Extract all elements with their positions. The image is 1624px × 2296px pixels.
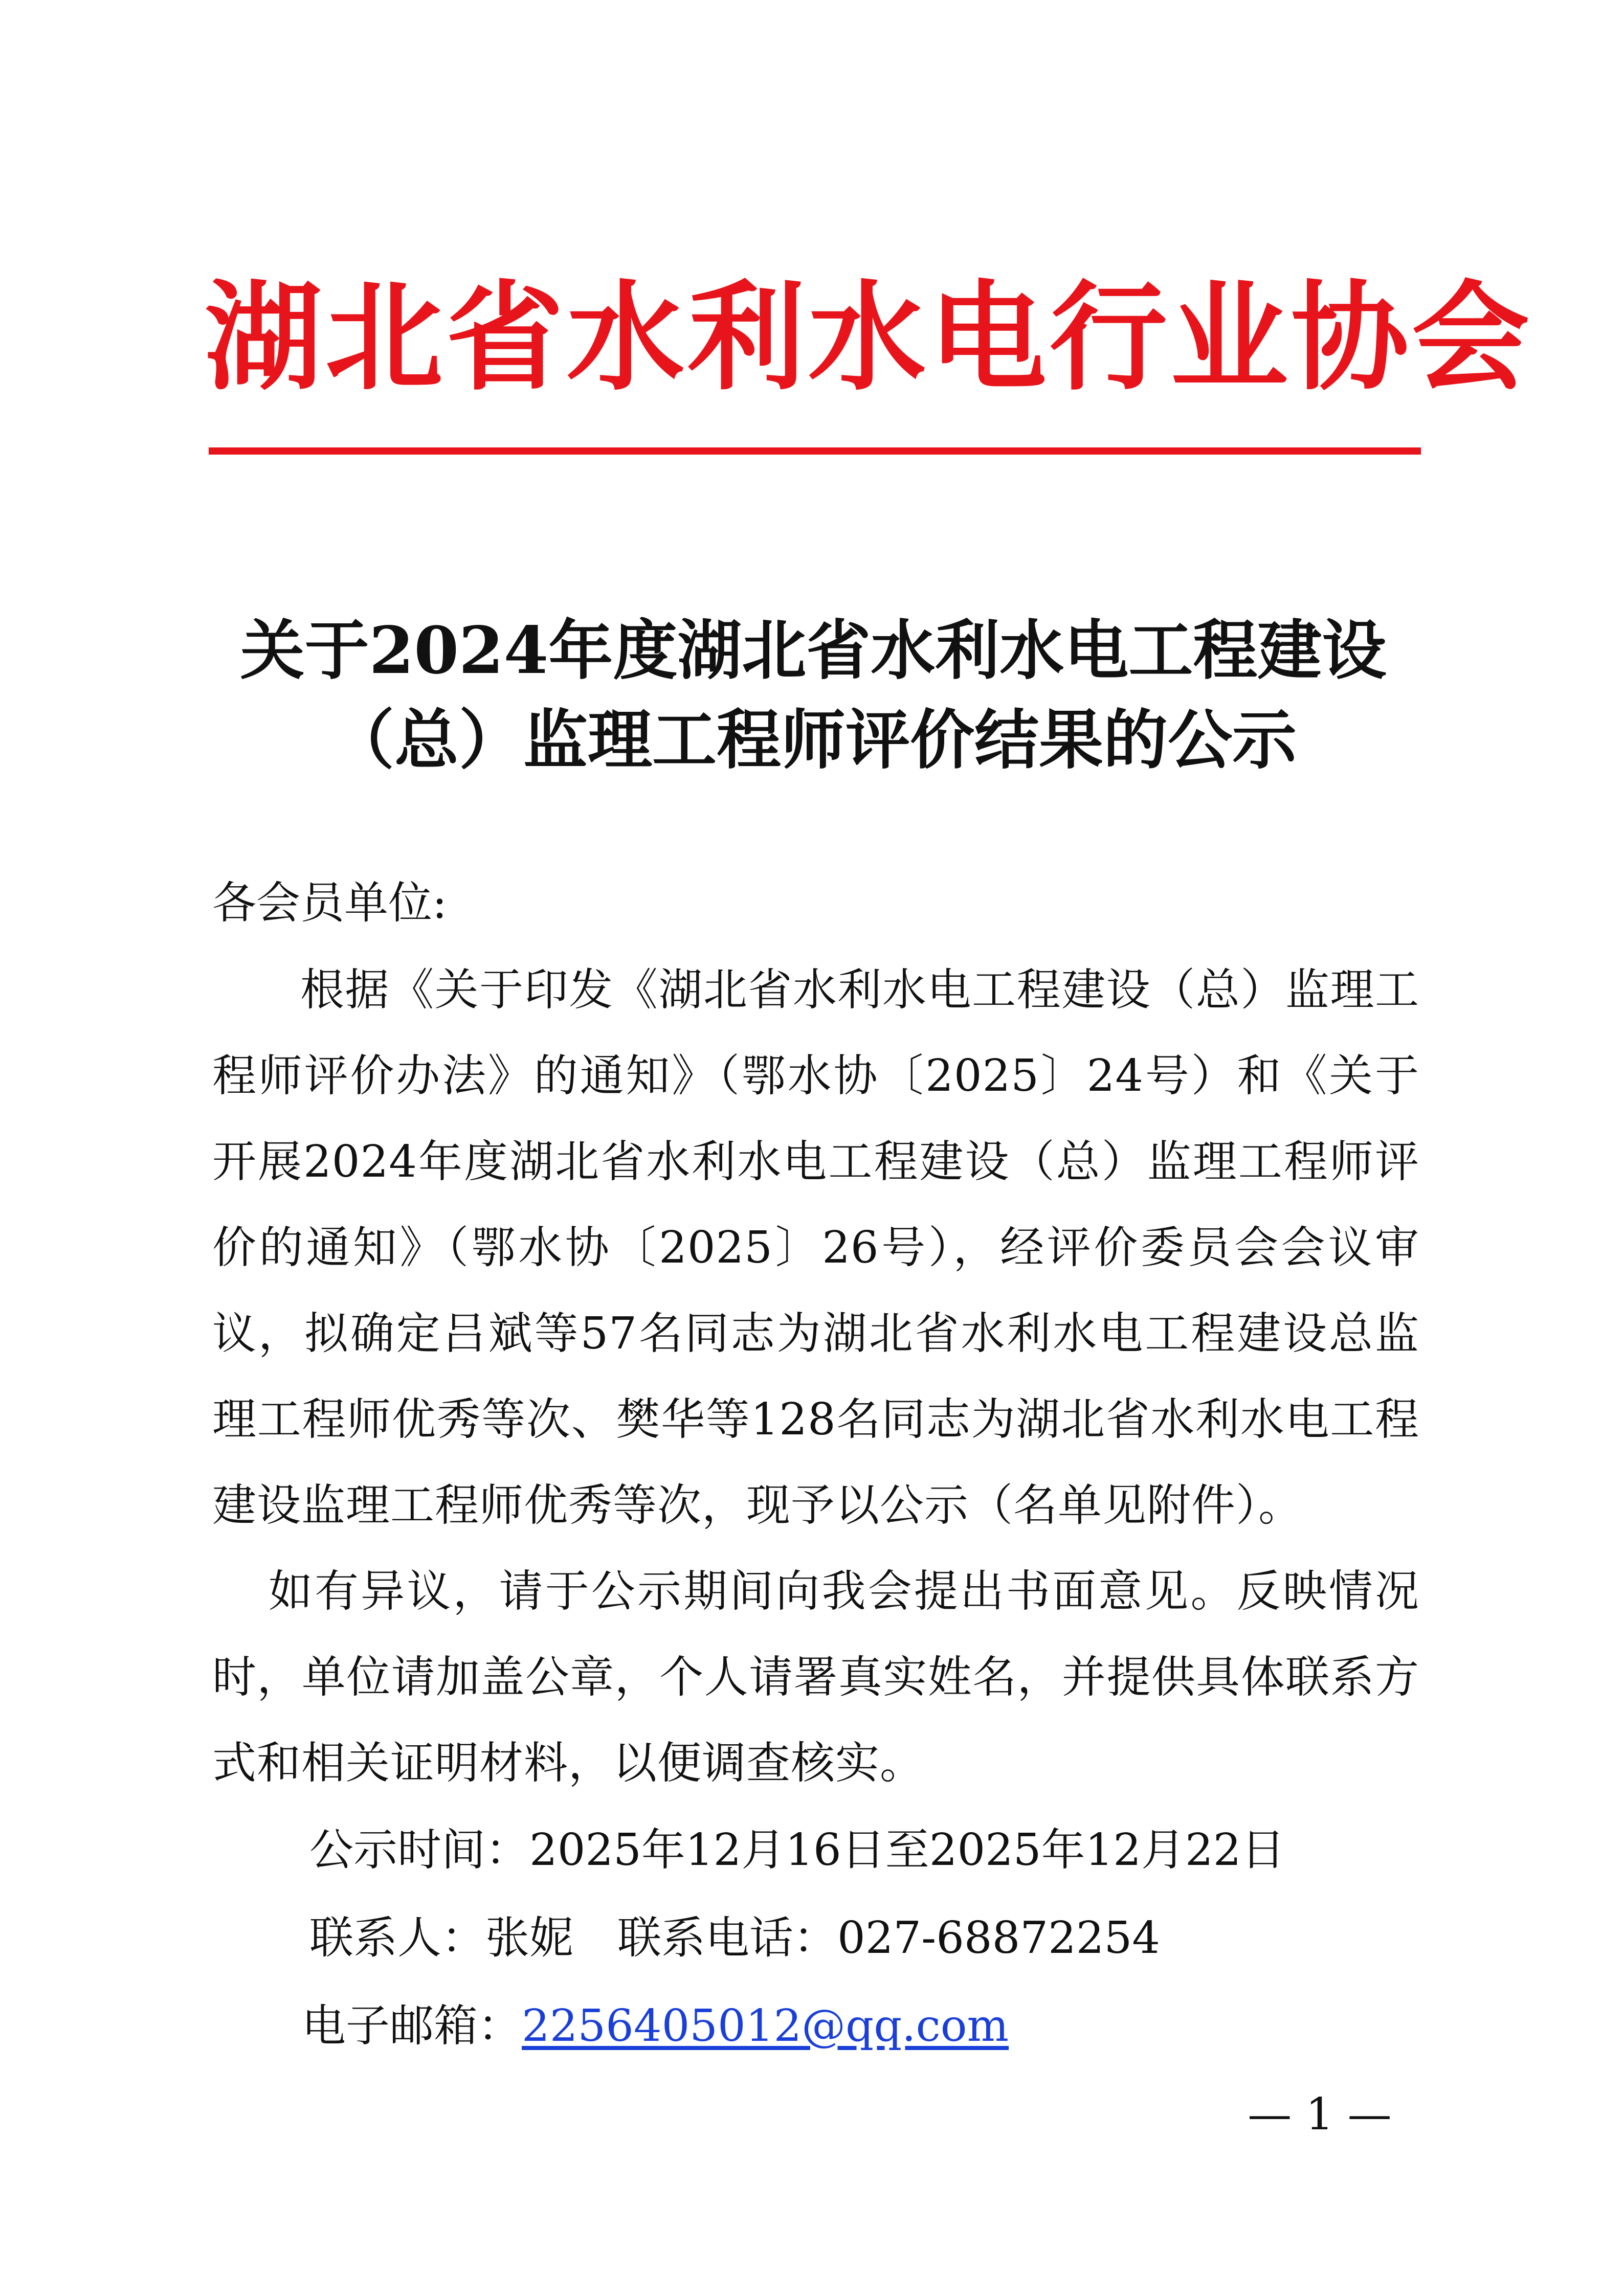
- document-title-line-1: 关于2024年度湖北省水利水电工程建设: [240, 613, 1387, 688]
- organization-letterhead: 湖北省水利水电行业协会: [205, 268, 1533, 407]
- email-link[interactable]: 2256405012@qq.com: [522, 2000, 1009, 2052]
- email-label: 电子邮箱：: [302, 2000, 522, 2052]
- document-body: [212, 859, 1419, 2070]
- letterhead-red-rule: [209, 447, 1421, 455]
- document-title-line-2: （总）监理工程师评价结果的公示: [330, 702, 1297, 778]
- body-paragraph-1: 根据《关于印发《湖北省水利水电工程建设（总）监理工程师评价办法》的通知》（鄂水协〔2025〕24号）和《关于开展2024年度湖北省水利水电工程建设（总）监理工程师评价的通知》（鄂水协〔2025〕26号），经评价委员会会议审议，拟确定吕斌等57名同志为湖北省水利水电工程建设总监理工程师优秀等次、樊华等128名同志为湖北省水利水电工程建设监理工程师优秀等次，现予以公示（名单见附件）。: [212, 964, 1419, 1531]
- publicity-period: 公示时间：2025年12月16日至2025年12月22日: [309, 1825, 1285, 1876]
- page-number: — 1 —: [1248, 2089, 1392, 2140]
- document-title: [215, 606, 1412, 785]
- body-paragraph-2: 如有异议，请于公示期间向我会提出书面意见。反映情况时，单位请加盖公章，个人请署真实姓名，并提供具体联系方式和相关证明材料，以便调查核实。: [212, 1566, 1419, 1789]
- contact-info: 联系人：张妮 联系电话：027-68872254: [309, 1912, 1160, 1964]
- salutation: 各会员单位:: [212, 877, 447, 929]
- email-line: [212, 1982, 1419, 2070]
